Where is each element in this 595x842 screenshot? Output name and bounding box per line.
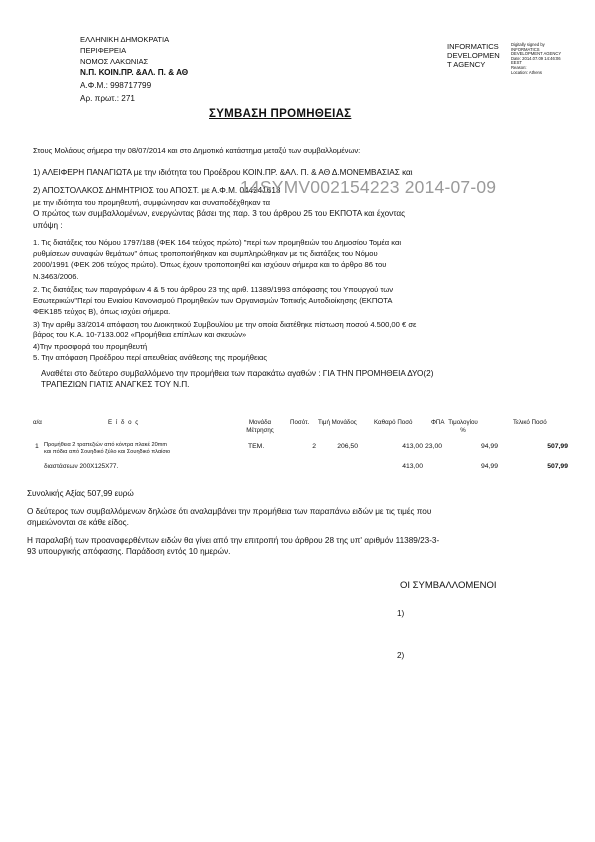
header-protocol-number: Αρ. πρωτ.: 271 [80, 94, 135, 103]
col-header-unit-line: Μέτρησης [246, 427, 274, 434]
document-title: ΣΥΜΒΑΣΗ ΠΡΟΜΗΘΕΙΑΣ [209, 108, 352, 120]
col-header-vat-percent [446, 419, 480, 434]
cell-aa: 1 [35, 443, 39, 450]
clause-line: ρυθμίσεων συναφών θεμάτων" όπως τροποποιήθηκαν και συμπληρώθηκαν με τις διατάξεις του Νόμου [33, 249, 378, 259]
signers-heading: ΟΙ ΣΥΜΒΑΛΛΟΜΕΝΟΙ [400, 580, 497, 591]
cell-vat-amount: 94,99 [480, 463, 498, 470]
signer-one: 1) [397, 609, 405, 618]
signature-org-line: INFORMATICS [447, 42, 499, 51]
total-value-text: Συνολικής Αξίας 507,99 ευρώ [27, 489, 134, 498]
header-country: ΕΛΛΗΝΙΚΗ ΔΗΜΟΚΡΑΤΙΑ [80, 35, 170, 44]
clause-1 [33, 238, 401, 281]
cell-unit-price: 206,50 [337, 443, 358, 450]
signature-detail-line: INFORMATICS [511, 46, 540, 52]
cell-total: 507,99 [547, 463, 568, 470]
signer-two: 2) [397, 651, 405, 660]
header-prefecture: ΝΟΜΟΣ ΛΑΚΩΝΙΑΣ [80, 57, 149, 66]
signature-detail-line: Date: 2014.07.09 14:46:06 [511, 55, 561, 61]
col-header-vat-line: % [460, 427, 466, 434]
receipt-line: Η παραλαβή των προαναφερθέντων ειδών θα γίνει από την επιτροπή του άρθρου 28 της υπ' αριθμόν 11389/23-3- [27, 536, 440, 545]
clause-line: 1. Τις διατάξεις του Νόμου 1797/188 (ΦΕΚ 164 τεύχος πρώτο) "περί των προμηθειών του Δημοσίου Τομέα και [33, 238, 402, 247]
signature-org-line: T AGENCY [447, 60, 486, 69]
col-header-aa: α/α [33, 419, 42, 426]
considering-text: υπόψη : [33, 221, 63, 230]
signature-org-line: DEVELOPMEN [447, 51, 500, 60]
clause-3 [33, 320, 416, 339]
clause-line: Ν.3463/2006. [33, 271, 79, 281]
clause-4: 4)Την προσφορά του προμηθευτή [33, 342, 148, 351]
signature-details [511, 43, 561, 75]
cell-description-line: και πόδια από Σουηδικό ξύλο και Σουηδικό πλαίσιο [44, 448, 171, 455]
header-afm: Α.Φ.Μ.: 998717799 [80, 81, 152, 90]
declaration-line: σημειώνονται σε κάθε είδος. [27, 518, 129, 527]
col-header-item: Ε ί δ ο ς [108, 419, 140, 426]
signature-detail-line: EEST [511, 60, 522, 66]
col-header-unit [240, 419, 280, 434]
cell-quantity: 2 [312, 443, 316, 450]
cell-total: 507,99 [547, 443, 568, 450]
header-region: ΠΕΡΙΦΕΡΕΙΑ [80, 46, 127, 55]
signature-detail-line: Location: Athens [511, 69, 542, 75]
agreement-text: με την ιδιότητα του προμηθευτή, συμφώνησαν και συναποδέχθηκαν τα [33, 198, 270, 207]
header-organization: Ν.Π. ΚΟΙΝ.ΠΡ. &ΑΛ. Π. & ΑΘ [80, 68, 189, 77]
assignment-text [41, 369, 433, 389]
clause-2 [33, 285, 393, 316]
col-header-unit-price: Τιμή Μονάδος [318, 419, 357, 426]
assignment-line: ΤΡΑΠΕΖΙΩΝ ΓΙΑΤΙΣ ΑΝΑΓΚΕΣ ΤΟΥ Ν.Π. [41, 379, 190, 389]
signature-detail-line: DEVELOPMENT AGENCY [511, 51, 562, 57]
signature-detail-line: Digitally signed by [511, 42, 545, 47]
cell-description-line: Προμήθεια 2 τραπεζιών από κόντρα πλακέ 20mm [44, 442, 168, 448]
cell-description [44, 442, 170, 455]
clause-line: 2000/1991 (ΦΕΚ 206 τεύχος πρώτο). Όπως έχουν τροποποιηθεί και ισχύουν σήμερα και το άρθρο 86 του [33, 260, 387, 270]
cell-vat-amount: 94,99 [480, 443, 498, 450]
receipt-line: 93 υπουργικής απόφασης. Παράδοση εντός 10 ημερών. [27, 547, 231, 556]
registry-stamp: 14SYMV002154223 2014-07-09 [240, 177, 497, 197]
intro-text: Στους Μολάους σήμερα την 08/07/2014 και στο Δημοτικό κατάστημα μεταξύ των συμβαλλομένων: [33, 146, 361, 155]
col-header-net: Καθαρό Ποσό [374, 419, 413, 426]
clause-line: Εσωτερικών"Περί του Ενιαίου Κανονισμού Προμηθειών των Οργανισμών Τοπικής Αυτοδιοίκησης (ΕΚΠΟΤΑ [33, 296, 393, 306]
party-two: 2) ΑΠΟΣΤΟΛΑΚΟΣ ΔΗΜΗΤΡΙΟΣ του ΑΠΟΣΤ. με Α.Φ.Μ. 044241613 [33, 186, 281, 195]
declaration-text [27, 507, 431, 527]
col-header-vat: ΦΠΑ [431, 419, 445, 426]
first-party-text: Ο πρώτος των συμβαλλομένων, ενεργώντας βάσει της παρ. 3 του άρθρου 25 του ΕΚΠΟΤΑ και έχοντας [33, 209, 406, 218]
assignment-line: Αναθέτει στο δεύτερο συμβαλλόμενο την προμήθεια των παρακάτω αγαθών : ΓΙΑ ΤΗΝ ΠΡΟΜΗΘΕΙΑ ΔΥΟ(2) [41, 369, 434, 378]
declaration-line: Ο δεύτερος των συμβαλλόμενων δηλώσε ότι αναλαμβάνει την προμήθεια των παραπάνω ειδών με τις τιμές που [27, 507, 432, 516]
clause-line: βάρος του Κ.Α. 10-7133.002 «Προμήθεια επίπλων και σκευών» [33, 329, 247, 339]
clause-line: 3) Την αριθμ 33/2014 απόφαση του Διοικητικού Συμβουλίου με την οποία διατέθηκε πίστωση ποσού 4.500,00 € σε [33, 320, 417, 329]
clause-line: 2. Τις διατάξεις των παραγράφων 4 & 5 του άρθρου 23 της αριθ. 11389/1993 απόφασης του Υπουργού των [33, 285, 394, 294]
cell-net: 413,00 [402, 443, 423, 450]
cell-unit: ΤΕΜ. [248, 443, 265, 450]
cell-vat: 23,00 [425, 443, 443, 450]
receipt-text [27, 536, 439, 556]
col-header-vat-line: Τιμολογίου [448, 419, 478, 426]
party-one: 1) ΑΛΕΙΦΕΡΗ ΠΑΝΑΓΙΩΤΑ με την ιδιότητα του Προέδρου ΚΟΙΝ.ΠΡ. &ΑΛ. Π. & ΑΘ Δ.ΜΟΝΕΜΒΑΣΙΑΣ και [33, 168, 413, 177]
clause-line: ΦΕΚ185 τεύχος Β), όπως ισχύει σήμερα. [33, 307, 171, 317]
cell-description: διαστάσεων 200Χ125Χ77. [44, 463, 119, 470]
clause-5: 5. Την απόφαση Προέδρου περί απευθείας ανάθεσης της προμήθειας [33, 353, 268, 362]
signature-org [447, 42, 500, 69]
col-header-quantity: Ποσότ. [290, 419, 310, 426]
cell-net: 413,00 [402, 463, 423, 470]
col-header-unit-line: Μονάδα [248, 419, 272, 426]
signature-detail-line: Reason: [511, 64, 527, 70]
col-header-total: Τελικό Ποσό [513, 419, 547, 426]
